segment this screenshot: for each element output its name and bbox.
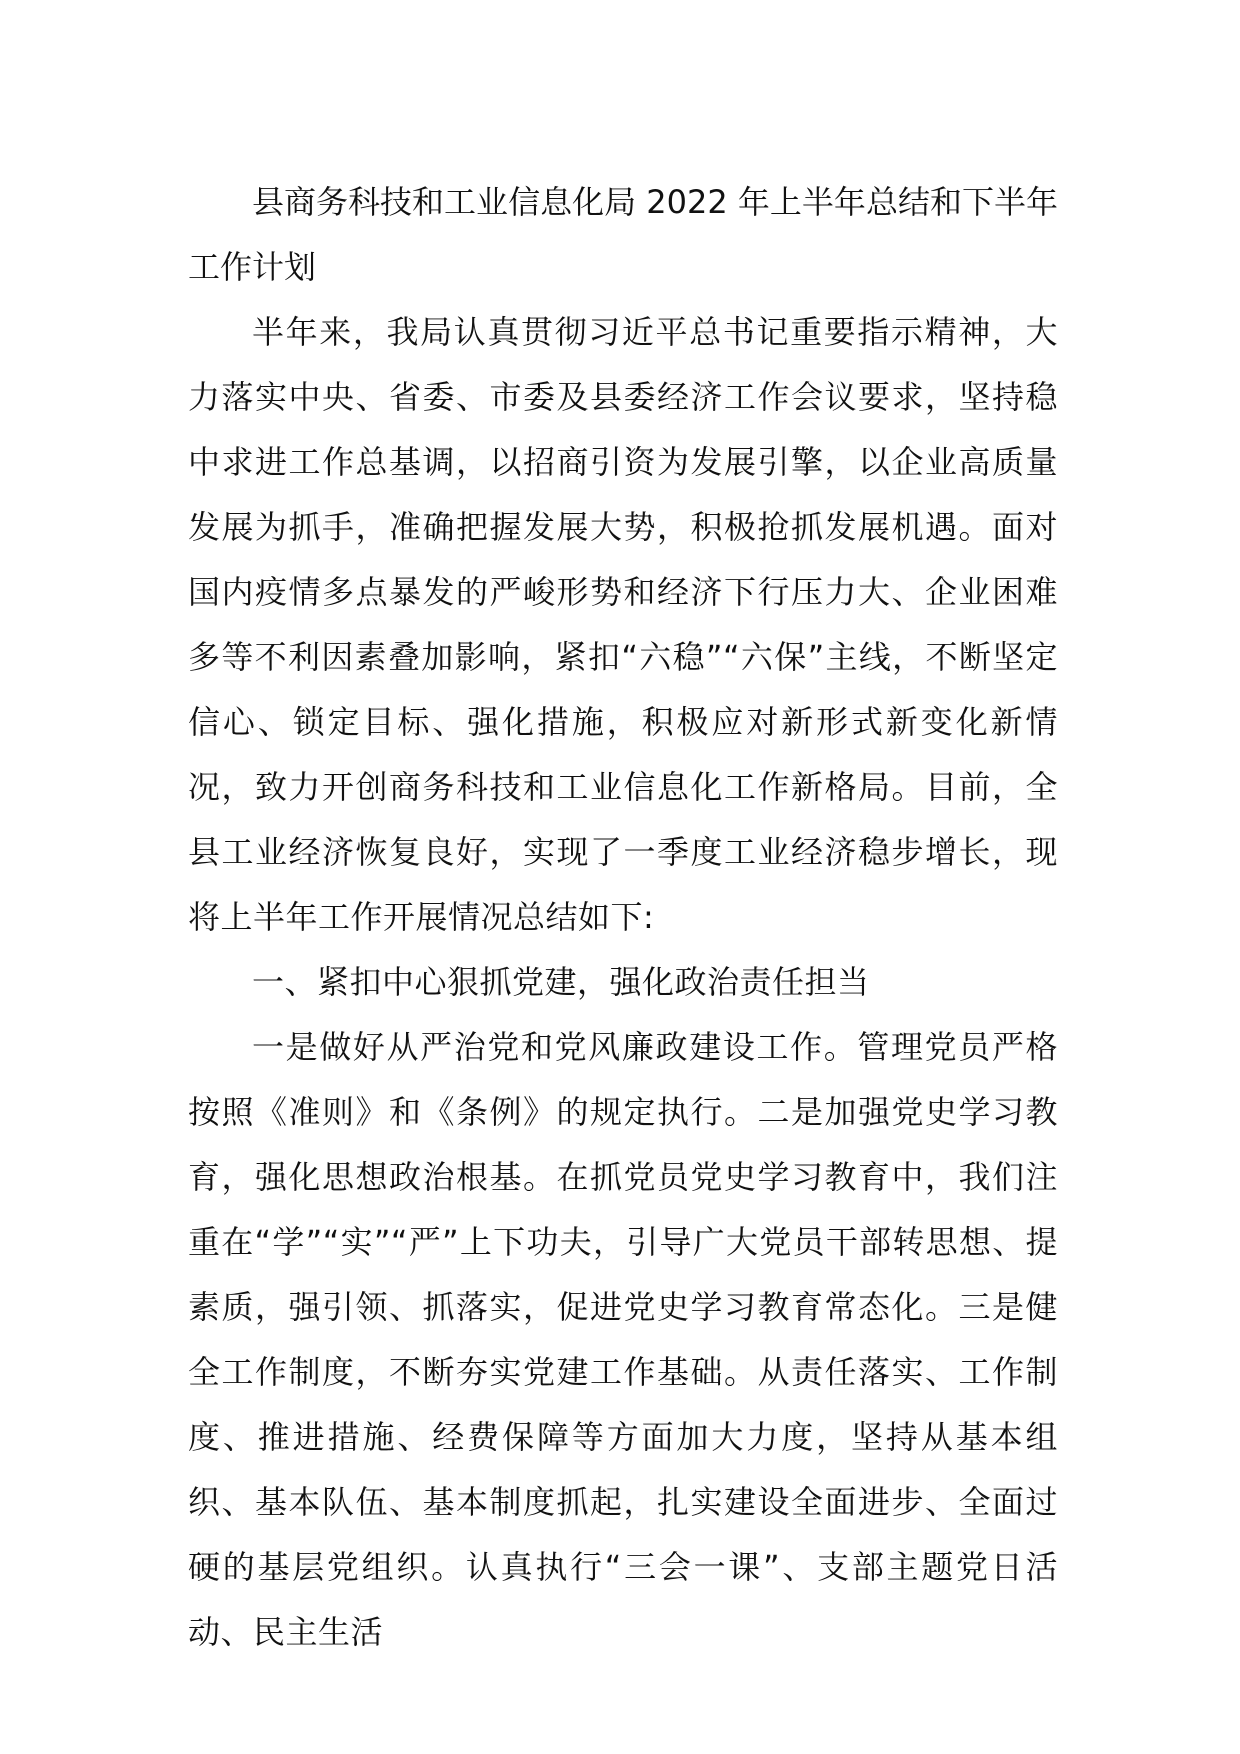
document-title: 县商务科技和工业信息化局 2022 年上半年总结和下半年工作计划 — [188, 183, 1058, 286]
intro-paragraph: 半年来，我局认真贯彻习近平总书记重要指示精神，大力落实中央、省委、市委及县委经济工作会议要求，坚持稳中求进工作总基调，以招商引资为发展引擎，以企业高质量发展为抓手，准确把握发展大势，积极抢抓发展机遇。面对国内疫情多点暴发的严峻形势和经济下行压力大、企业困难多等不利因素叠加影响，紧扣“六稳”“六保”主线，不断坚定信心、锁定目标、强化措施，积极应对新形式新变化新情况，致力开创商务科技和工业信息化工作新格局。目前，全县工业经济恢复良好，实现了一季度工业经济稳步增长，现将上半年工作开展情况总结如下: — [188, 313, 1058, 936]
document-body — [188, 170, 1058, 1665]
section-paragraph: 一是做好从严治党和党风廉政建设工作。管理党员严格按照《准则》和《条例》的规定执行。二是加强党史学习教育，强化思想政治根基。在抓党员党史学习教育中，我们注重在“学”“实”“严”上下功夫，引导广大党员干部转思想、提素质，强引领、抓落实，促进党史学习教育常态化。三是健全工作制度，不断夯实党建工作基础。从责任落实、工作制度、推进措施、经费保障等方面加大力度，坚持从基本组织、基本队伍、基本制度抓起，扎实建设全面进步、全面过硬的基层党组织。认真执行“三会一课”、支部主题党日活动、民主生活 — [188, 1028, 1058, 1651]
section-heading: 一、紧扣中心狠抓党建，强化政治责任担当 — [252, 963, 870, 1001]
